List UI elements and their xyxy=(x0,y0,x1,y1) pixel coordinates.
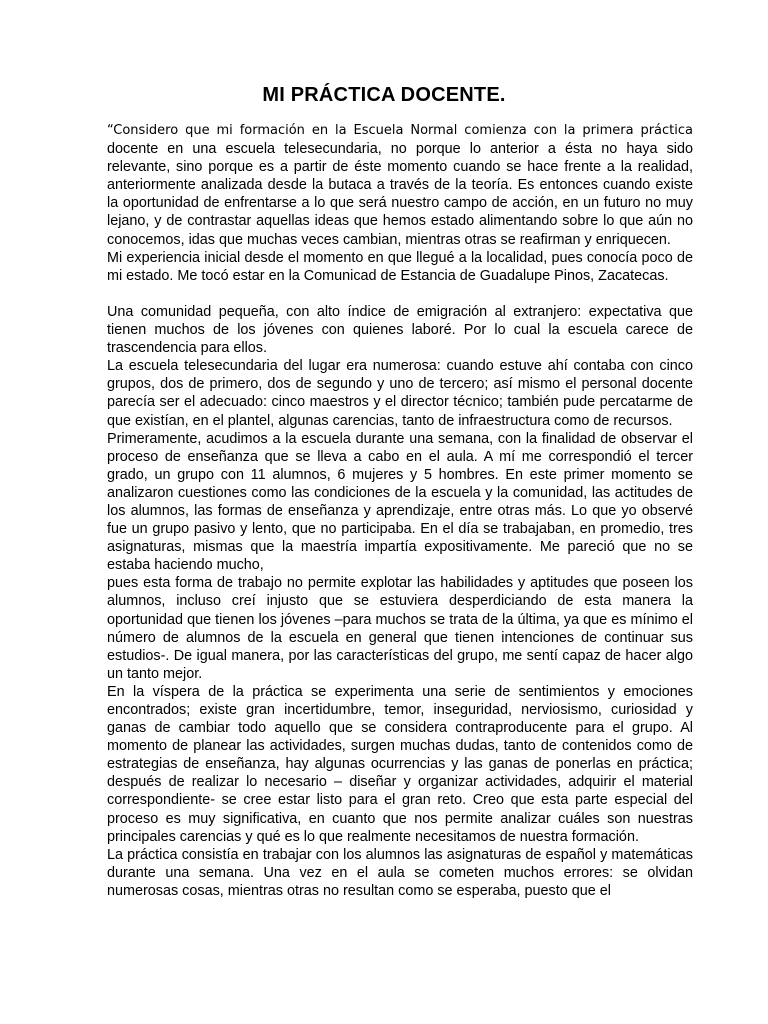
paragraph-eve-of-practice: En la víspera de la práctica se experimenta una serie de sentimientos y emociones encontrados; existe gran incertidumbre, temor, inseguridad, nerviosismo, curiosidad y ganas de cambiar todo aquello que se considera contraproducente para el grupo. Al momento de planear las actividades, surgen muchas dudas, tanto de contenidos como de estrategias de enseñanza, hay algunas ocurrencias y las ganas de ponerlas en práctica; después de realizar lo necesario – diseñar y organizar actividades, adquirir el material correspondiente- se cree estar listo para el gran reto. Creo que esta parte especial del proceso es muy significativa, en cuanto que nos permite analizar cuáles son nuestras principales carencias y qué es lo que realmente necesitamos de nuestra formación. xyxy=(107,683,693,845)
paragraph-school: La escuela telesecundaria del lugar era numerosa: cuando estuve ahí contaba con cinco grupos, dos de primero, dos de segundo y uno de tercero; así mismo el personal docente parecía ser el adecuado: cinco maestros y el director técnico; también pude percatarme de que existían, en el plantel, algunas carencias, tanto de infraestructura como de recursos. xyxy=(107,358,693,429)
paragraph-intro-lead: “Considero que mi formación en la Escuela Normal comienza con la primera práctica xyxy=(107,123,693,138)
paragraph-observation: Primeramente, acudimos a la escuela durante una semana, con la finalidad de observar el proceso de enseñanza que se lleva a cabo en el aula. A mí me correspondió el tercer grado, un grupo con 11 alumnos, 6 mujeres y 5 hombres. En este primer momento se analizaron cuestiones como las condiciones de la escuela y la comunidad, las actitudes de los alumnos, las formas de enseñanza y aprendizaje, entre otras más. Lo que yo observé fue un grupo pasivo y lento, que no participaba. En el día se trabajaban, en promedio, tres asignaturas, mismas que la maestría impartía expositivamente. Me pareció que no se estaba haciendo mucho, xyxy=(107,430,693,574)
document-body xyxy=(107,121,693,900)
paragraph-work-form: pues esta forma de trabajo no permite explotar las habilidades y aptitudes que poseen los alumnos, incluso creí injusto que se estuviera desperdiciando de esta manera la oportunidad que tienen los jóvenes –para muchos se trata de la última, ya que es mínimo el número de alumnos de la escuela en general que tienen intenciones de continuar sus estudios-. De igual manera, por las características del grupo, me sentí capaz de hacer algo un tanto mejor. xyxy=(107,575,693,682)
paragraph-intro xyxy=(107,121,693,249)
paragraph-community: Una comunidad pequeña, con alto índice de emigración al extranjero: expectativa que tienen muchos de los jóvenes con quienes laboré. Por lo cual la escuela carece de trascendencia para ellos. xyxy=(107,303,693,357)
paragraph-intro-text: docente en una escuela telesecundaria, no porque lo anterior a ésta no haya sido relevante, sino porque es a partir de éste momento cuando se hace frente a la realidad, anteriormente analizada desde la butaca a través de la teoría. Es entonces cuando existe la oportunidad de enfrentarse a lo que será nuestro campo de acción, en un futuro no muy lejano, y de contrastar aquellas ideas que hemos estado alimentando sobre lo que aún no conocemos, idas que muchas veces cambian, mientras otras se reafirman y enriquecen. xyxy=(107,141,693,248)
paragraph-experience: Mi experiencia inicial desde el momento en que llegué a la localidad, pues conocía poco de mi estado. Me tocó estar en la Comunicad de Estancia de Guadalupe Pinos, Zacatecas. xyxy=(107,249,693,284)
paragraph-practice: La práctica consistía en trabajar con los alumnos las asignaturas de español y matemáticas durante una semana. Una vez en el aula se cometen muchos errores: se olvidan numerosas cosas, mientras otras no resultan como se esperaba, puesto que el xyxy=(107,846,693,899)
document-title: MI PRÁCTICA DOCENTE. xyxy=(262,84,506,106)
